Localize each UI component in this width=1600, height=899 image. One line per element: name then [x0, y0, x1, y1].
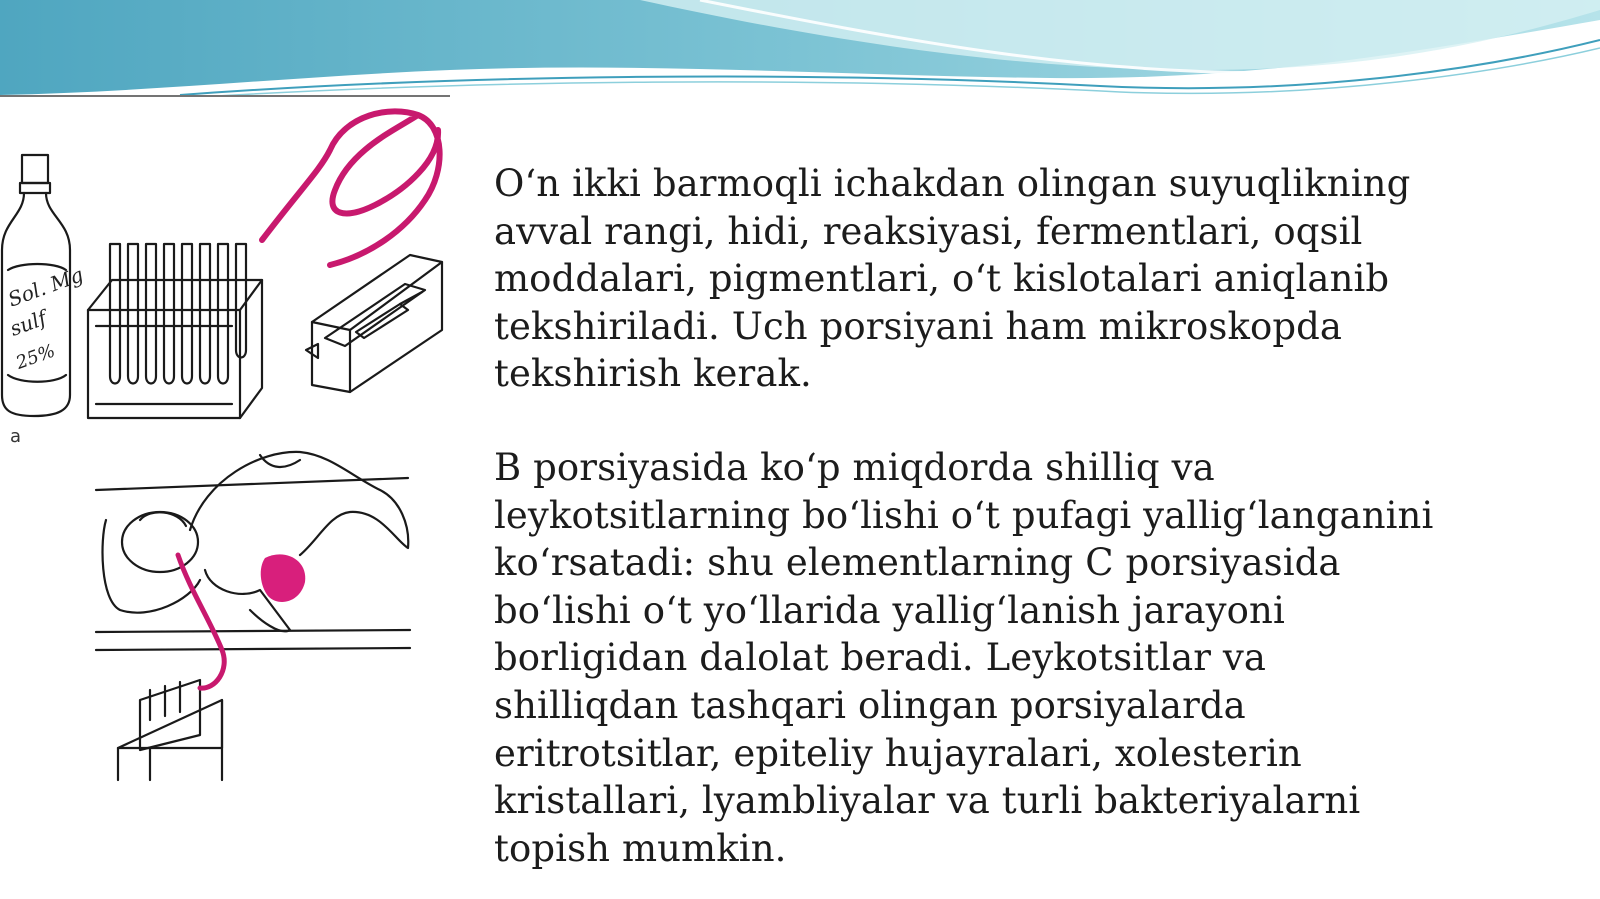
duodenal-sounding-illustration	[0, 95, 452, 805]
header-wave-decoration	[0, 0, 1600, 110]
slide-body-text	[494, 160, 1574, 872]
bottle-label-line-1: Sol. Mg	[4, 262, 87, 312]
bottle-label-line-3: 25%	[13, 340, 59, 374]
figure-panel-label: a	[10, 426, 22, 447]
paragraph-portion-findings: B porsiyasida ko‘p miqdorda shilliq va leykotsitlarning bo‘lishi o‘t pufagi yallig‘langanini ko‘rsatadi: shu elementlarning C porsiyasida bo‘lishi o‘t yo‘llarida yallig‘lanish jarayoni borligidan dalolat beradi. Leykotsitlar va shilliqdan tashqari olingan porsiyalarda eritrotsitlar, epiteliy hujayralari, xolesterin kristallari, lyambliyalar va turli bakteriyalarni topish mumkin.	[494, 445, 1434, 870]
paragraph-analysis-methods: O‘n ikki barmoqli ichakdan olingan suyuqlikning avval rangi, hidi, reaksiyasi, fermentlari, oqsil moddalari, pigmentlari, o‘t kislotalari aniqlanib tekshiriladi. Uch porsiyani ham mikroskopda tekshirish kerak.	[494, 162, 1411, 396]
bottle-label-line-2: sulf	[6, 305, 50, 341]
